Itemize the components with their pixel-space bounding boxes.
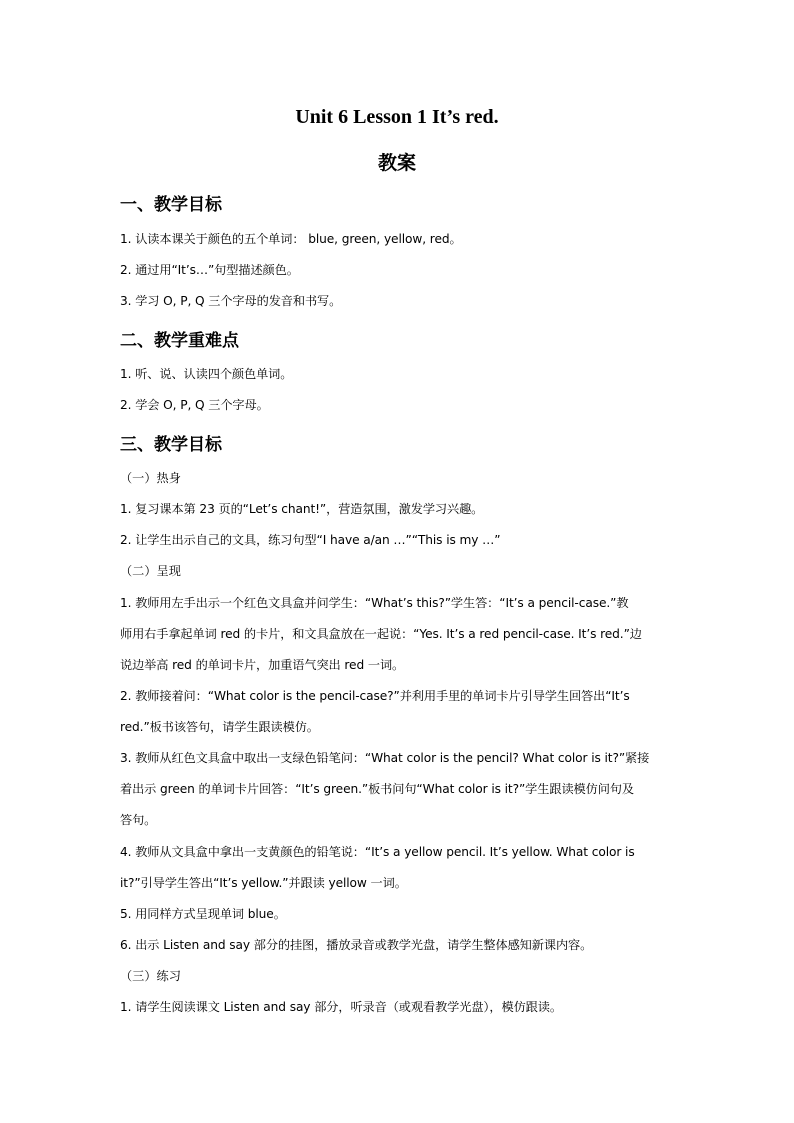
procedure-line: 5. 用同样方式呈现单词 blue。 xyxy=(120,907,286,921)
objective-item: 1. 认读本课关于颜色的五个单词： blue, green, yellow, red。 xyxy=(120,232,462,246)
procedure-line: 4. 教师从文具盒中拿出一支黄颜色的铅笔说：“It’s a yellow pencil. It’s yellow. What color is xyxy=(120,845,635,859)
procedure-line: 说边举高 red 的单词卡片，加重语气突出 red 一词。 xyxy=(120,658,405,672)
procedure-line: 1. 复习课本第 23 页的“Let’s chant!”，营造氛围，激发学习兴趣。 xyxy=(120,502,484,516)
procedure-line: red.”板书该答句，请学生跟读模仿。 xyxy=(120,720,319,734)
procedure-line: 3. 教师从红色文具盒中取出一支绿色铅笔问：“What color is the pencil? What color is it?”紧接 xyxy=(120,751,650,765)
document-title: Unit 6 Lesson 1 It’s red. xyxy=(295,106,499,128)
procedure-line: 师用右手拿起单词 red 的卡片，和文具盒放在一起说：“Yes. It’s a red pencil-case. It’s red.”边 xyxy=(120,627,642,641)
section-heading-key-points: 二、教学重难点 xyxy=(120,331,239,351)
procedure-line: 着出示 green 的单词卡片回答：“It’s green.”板书问句“What color is it?”学生跟读模仿问句及 xyxy=(120,782,634,796)
procedure-line: 1. 教师用左手出示一个红色文具盒并问学生：“What’s this?”学生答：“It’s a pencil-case.”教 xyxy=(120,596,629,610)
key-point-item: 2. 学会 O, P, Q 三个字母。 xyxy=(120,398,269,412)
procedure-line: 2. 教师接着问：“What color is the pencil-case?”并利用手里的单词卡片引导学生回答出“It’s xyxy=(120,689,630,703)
section-heading-procedure: 三、教学目标 xyxy=(120,435,222,455)
key-point-item: 1. 听、说、认读四个颜色单词。 xyxy=(120,367,293,381)
subsection-label-practice: （三）练习 xyxy=(120,969,181,983)
section-heading-objectives: 一、教学目标 xyxy=(120,195,222,215)
subsection-label-presentation: （二）呈现 xyxy=(120,564,181,578)
procedure-line: 2. 让学生出示自己的文具，练习句型“I have a/an …”“This is my …” xyxy=(120,533,501,547)
procedure-line: 答句。 xyxy=(120,813,157,827)
procedure-line: 6. 出示 Listen and say 部分的挂图，播放录音或教学光盘，请学生整体感知新课内容。 xyxy=(120,938,593,952)
subsection-label-warmup: （一）热身 xyxy=(120,471,181,485)
procedure-line: 1. 请学生阅读课文 Listen and say 部分，听录音（或观看教学光盘），模仿跟读。 xyxy=(120,1000,562,1014)
procedure-line: it?”引导学生答出“It’s yellow.”并跟读 yellow 一词。 xyxy=(120,876,407,890)
objective-item: 2. 通过用“It’s…”句型描述颜色。 xyxy=(120,263,299,277)
objective-item: 3. 学习 O, P, Q 三个字母的发音和书写。 xyxy=(120,294,342,308)
document-subtitle: 教案 xyxy=(377,152,416,174)
